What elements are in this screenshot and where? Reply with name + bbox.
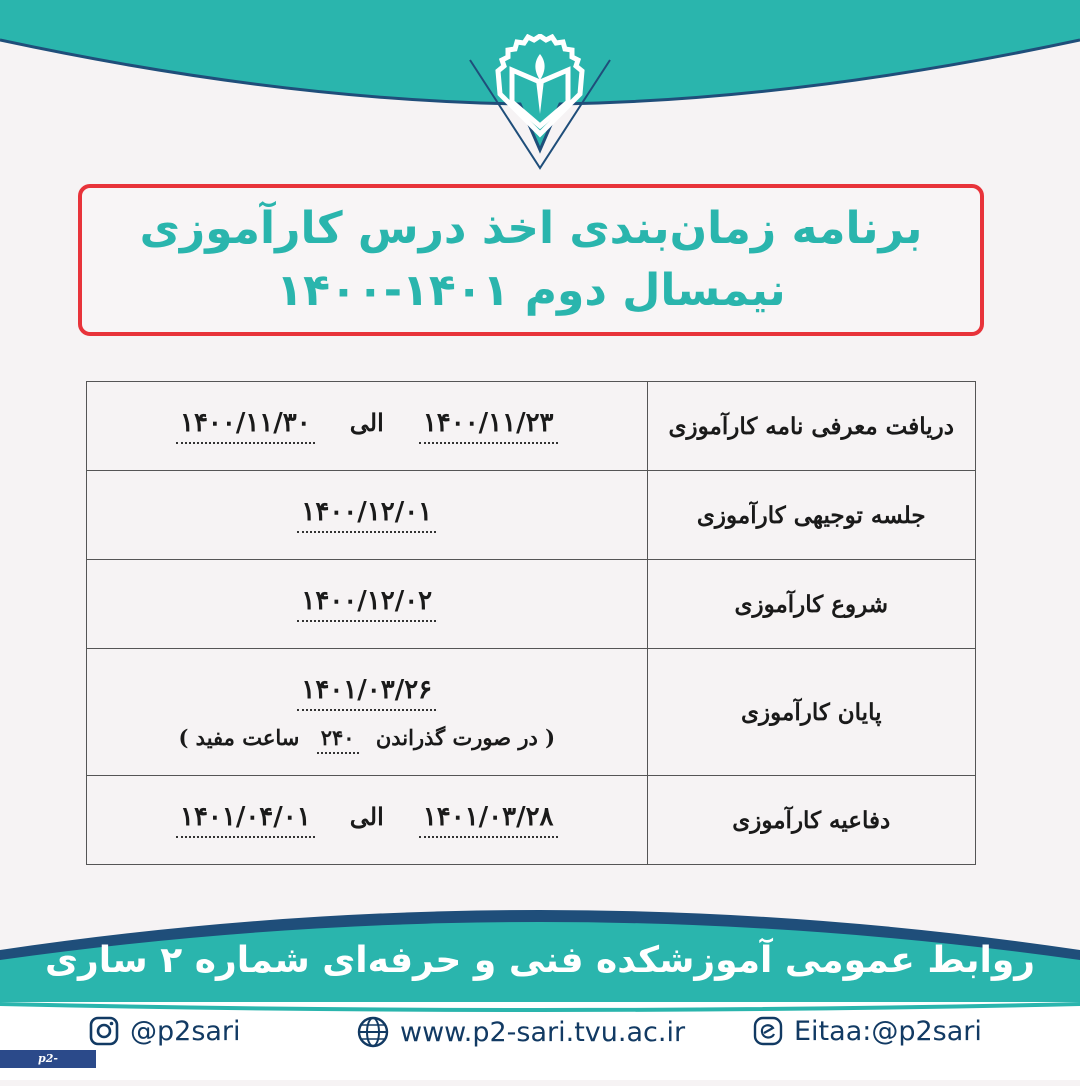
date-from: ۱۴۰۰/۱۱/۲۳ [419, 408, 558, 444]
row-label: جلسه توجیهی کارآموزی [647, 471, 975, 560]
table-row [87, 382, 976, 471]
eitaa-handle: Eitaa:@p2sari [794, 1015, 982, 1047]
watermark: p2-sari.nus.ac.ir [0, 1050, 96, 1068]
date: ۱۴۰۰/۱۲/۰۱ [297, 497, 436, 533]
instagram-handle: @p2sari [130, 1015, 241, 1047]
row-label: پایان کارآموزی [647, 649, 975, 776]
note-close: ساعت مفید ) [178, 724, 300, 750]
date-to: ۱۴۰۱/۰۴/۰۱ [176, 802, 315, 838]
website-url: www.p2-sari.tvu.ac.ir [400, 1016, 686, 1048]
row-value [87, 560, 648, 649]
connector: الی [349, 408, 384, 437]
connector: الی [349, 802, 384, 831]
logo-icon [492, 34, 588, 138]
eitaa-icon [752, 1015, 784, 1047]
row-label: شروع کارآموزی [647, 560, 975, 649]
note-open: ( در صورت گذراندن [375, 724, 556, 750]
row-note [88, 725, 646, 750]
page-subtitle: نیمسال دوم ۱۴۰۱-۱۴۰۰ [276, 265, 786, 316]
row-value [87, 776, 648, 865]
footer-title: روابط عمومی آموزشکده فنی و حرفه‌ای شماره ۲ ساری [45, 940, 1035, 981]
contact-bar [0, 1015, 1080, 1059]
row-label: دفاعیه کارآموزی [647, 776, 975, 865]
date: ۱۴۰۱/۰۳/۲۶ [297, 675, 436, 711]
date-from: ۱۴۰۱/۰۳/۲۸ [419, 802, 558, 838]
row-value [87, 649, 648, 776]
page-title: برنامه زمان‌بندی اخذ درس کارآموزی [139, 203, 923, 254]
website-contact[interactable] [356, 1015, 685, 1049]
row-label: دریافت معرفی نامه کارآموزی [647, 382, 975, 471]
row-value [87, 471, 648, 560]
instagram-icon [88, 1015, 120, 1047]
title-box [78, 184, 984, 336]
note-hours: ۲۴۰ [317, 725, 359, 754]
row-value [87, 382, 648, 471]
schedule-table [86, 381, 976, 865]
table-row [87, 776, 976, 865]
date: ۱۴۰۰/۱۲/۰۲ [297, 586, 436, 622]
globe-icon [356, 1015, 390, 1049]
table-row [87, 649, 976, 776]
table-row [87, 471, 976, 560]
instagram-contact[interactable] [88, 1015, 241, 1047]
table-row [87, 560, 976, 649]
date-to: ۱۴۰۰/۱۱/۳۰ [176, 408, 315, 444]
eitaa-contact[interactable] [752, 1015, 982, 1047]
